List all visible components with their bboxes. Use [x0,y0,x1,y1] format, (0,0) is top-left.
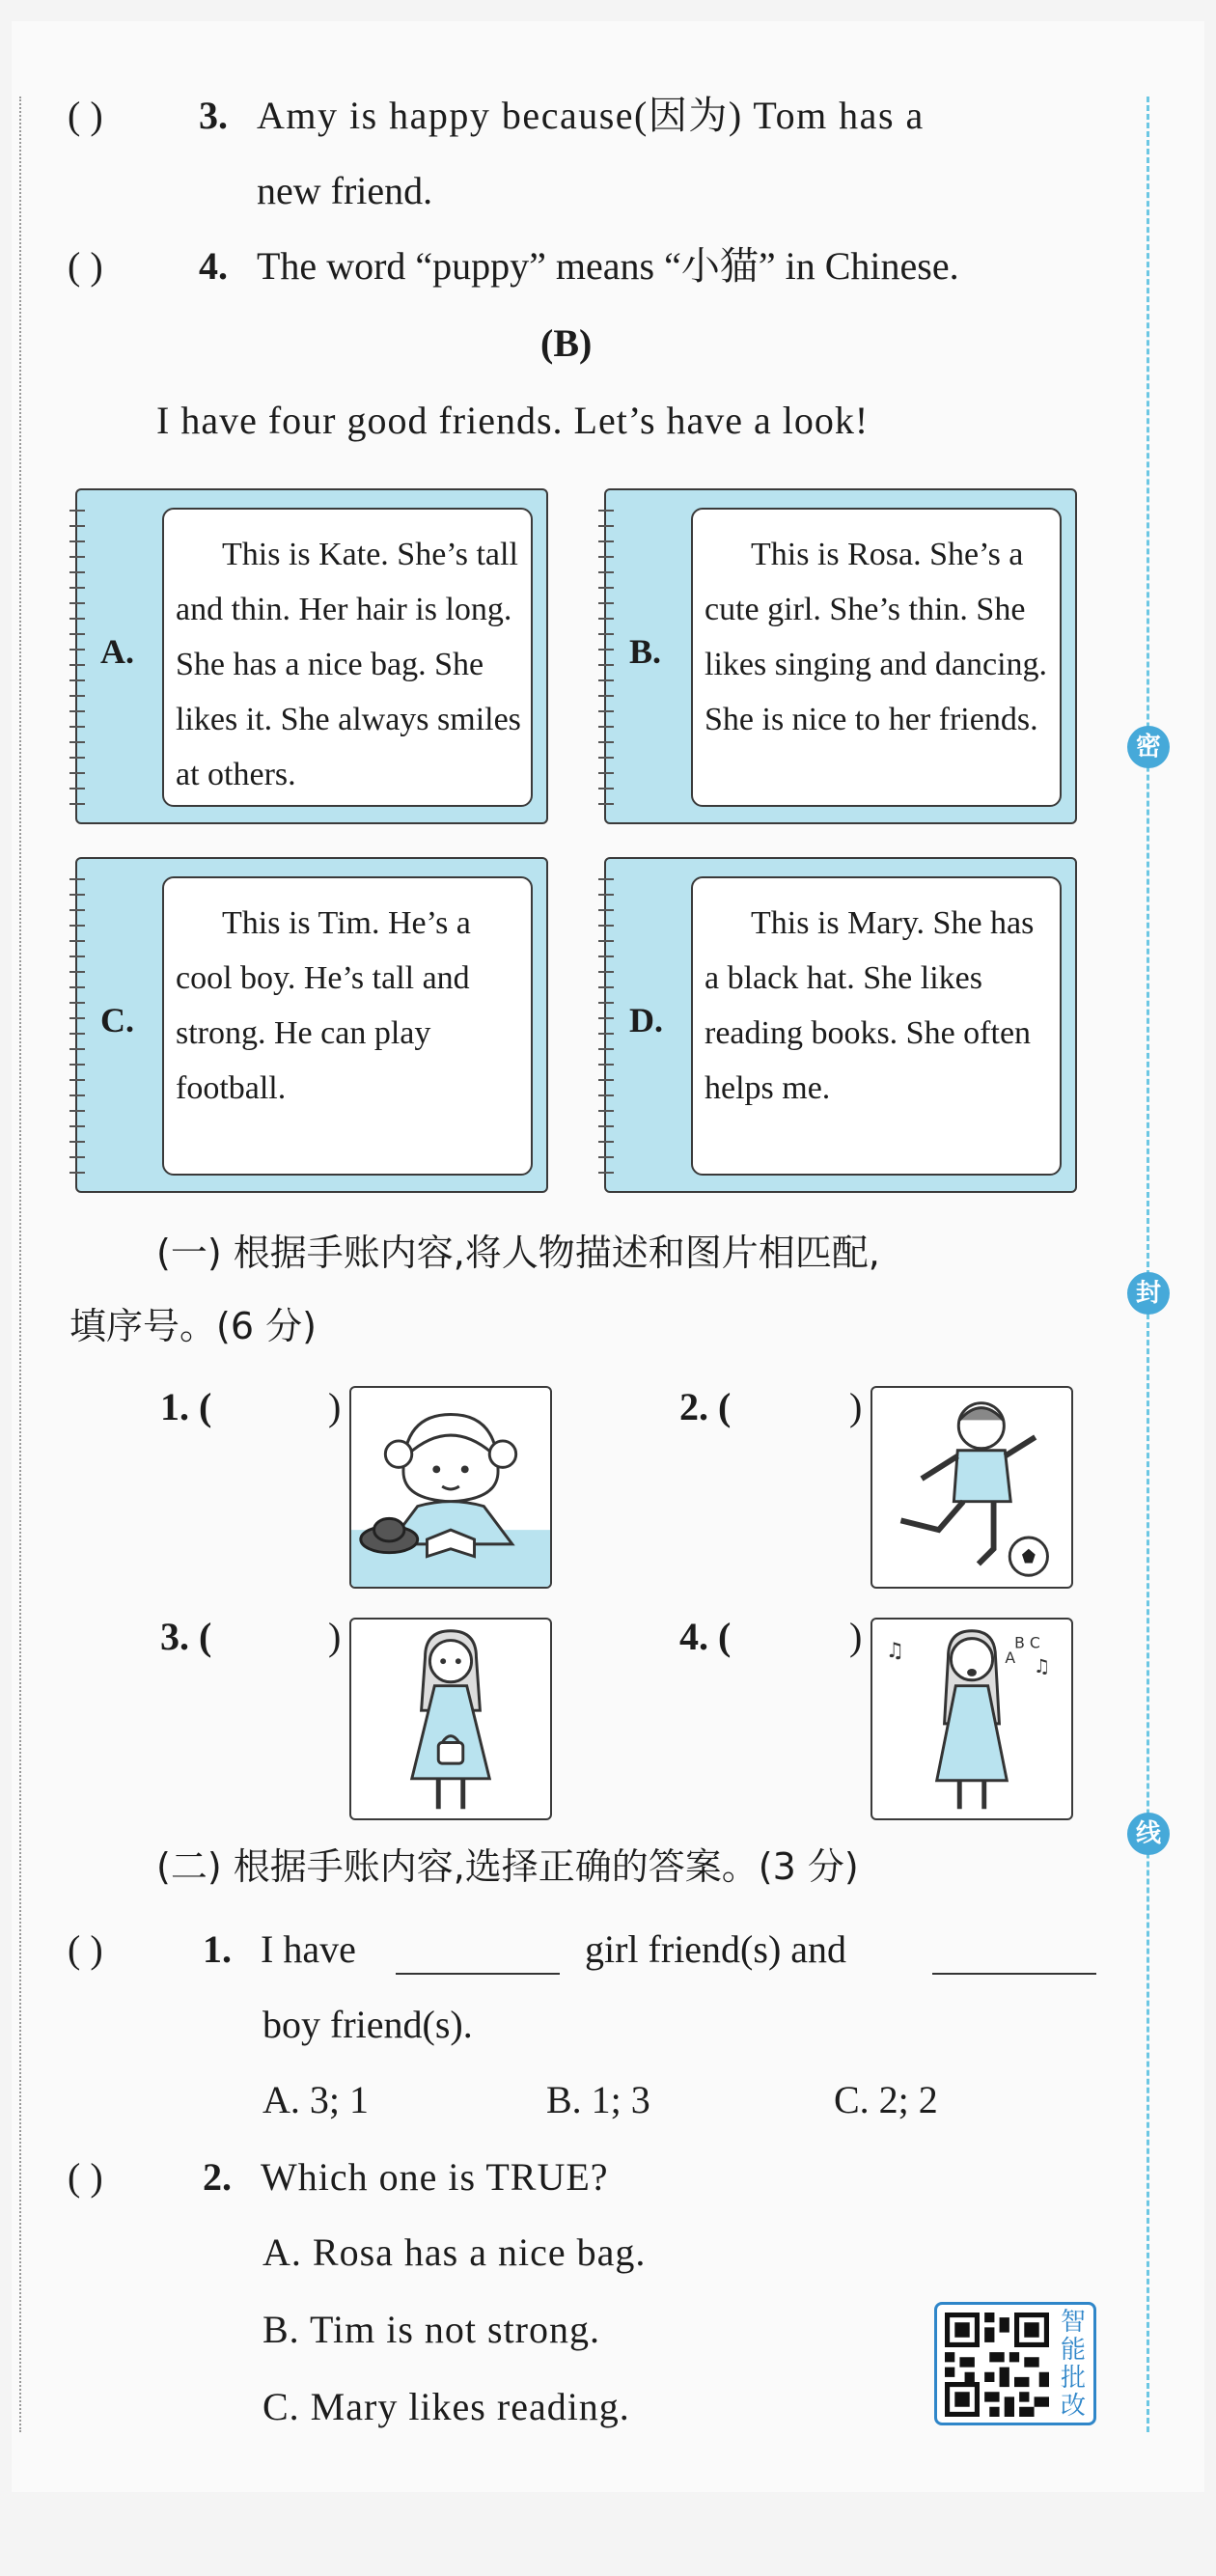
right-binding-line [1147,97,1149,2432]
part2-q1-text-b: girl friend(s) and [585,1927,847,1971]
picture-girl-singing [871,1618,1073,1820]
card-text: This is Kate. She’s tall and thin. Her hair is long. She has a nice bag. She likes it. She always smiles at others. [176,537,521,792]
card-c [75,857,548,1193]
qr-smart-grading[interactable] [934,2302,1096,2425]
picture-boy-football [871,1386,1073,1589]
qr-label: 智能批改 [1060,2308,1086,2421]
card-letter: C. [100,1001,134,1039]
match-item-1-label: 1. ( [160,1385,212,1428]
match-item-1-close: ) [328,1385,342,1428]
part2-question-number-2: 2. [203,2155,232,2199]
option-q1-c: C. 2; 2 [834,2078,938,2121]
margin-seal-1: 密 [1127,726,1170,768]
card-letter: D. [629,1001,663,1039]
part2-instruction: (二) 根据手账内容,选择正确的答案。(3 分) [156,1845,859,1888]
card-content [162,876,533,1176]
question-number-4: 4. [199,244,228,288]
card-content [691,876,1062,1176]
spiral-binding [69,502,85,811]
picture-girl-reading [349,1386,552,1589]
answer-bracket-part2-q2[interactable]: ( ) [68,2155,103,2199]
option-q2-b: B. Tim is not strong. [263,2308,601,2351]
option-q1-b: B. 1; 3 [546,2078,650,2121]
fill-blank-boy-count[interactable] [932,1928,1096,1975]
section-b-intro: I have four good friends. Let’s have a look! [156,399,870,442]
spiral-binding [69,871,85,1179]
spiral-binding [598,871,614,1179]
card-text: This is Tim. He’s a cool boy. He’s tall and strong. He can play football. [176,905,471,1106]
option-q2-c: C. Mary likes reading. [263,2385,630,2428]
question-number-3: 3. [199,94,228,137]
card-content [162,508,533,807]
margin-seal-2: 封 [1127,1272,1170,1315]
match-item-3-close: ) [328,1615,342,1658]
left-fold-line [19,97,21,2432]
card-b [604,488,1077,824]
part1-instruction-line2: 填序号。(6 分) [69,1305,317,1347]
match-item-2-label: 2. ( [679,1385,732,1428]
picture-girl-with-bag [349,1618,552,1820]
option-q1-a: A. 3; 1 [263,2078,369,2121]
svg-text:♫: ♫ [1033,1654,1051,1677]
card-content [691,508,1062,807]
fill-blank-girl-count[interactable] [396,1928,560,1975]
part2-q1-line2: boy friend(s). [263,2003,473,2046]
card-text: This is Mary. She has a black hat. She likes reading books. She often helps me. [705,905,1035,1106]
match-item-2-close: ) [849,1385,863,1428]
question-3-line1: Amy is happy because(因为) Tom has a [257,94,925,137]
answer-bracket-part2-q1[interactable]: ( ) [68,1927,103,1971]
match-item-4-label: 4. ( [679,1615,732,1658]
match-item-3-label: 3. ( [160,1615,212,1658]
svg-text:A: A [1005,1648,1016,1668]
svg-text:B C: B C [1014,1633,1040,1652]
answer-bracket-q3[interactable]: ( ) [68,94,103,137]
card-letter: A. [100,632,134,671]
margin-seal-3: 线 [1127,1813,1170,1855]
question-3-line2: new friend. [257,169,433,212]
part2-q2-text: Which one is TRUE? [261,2155,609,2199]
spiral-binding [598,502,614,811]
match-item-4-close: ) [849,1615,863,1658]
card-text: This is Rosa. She’s a cute girl. She’s thin. She likes singing and dancing. She is nice to her friends. [705,537,1048,737]
svg-text:♫: ♫ [885,1639,905,1664]
answer-bracket-q4[interactable]: ( ) [68,244,103,288]
card-d [604,857,1077,1193]
card-letter: B. [629,632,662,671]
question-4-text: The word “puppy” means “小猫” in Chinese. [257,244,959,288]
part1-instruction-line1: (一) 根据手账内容,将人物描述和图片相匹配, [156,1232,880,1274]
section-b-title: (B) [540,321,593,365]
card-a [75,488,548,824]
part2-q1-text-a: I have [261,1927,356,1971]
part2-question-number-1: 1. [203,1927,232,1971]
qr-code-icon [945,2313,1049,2417]
option-q2-a: A. Rosa has a nice bag. [263,2230,647,2274]
